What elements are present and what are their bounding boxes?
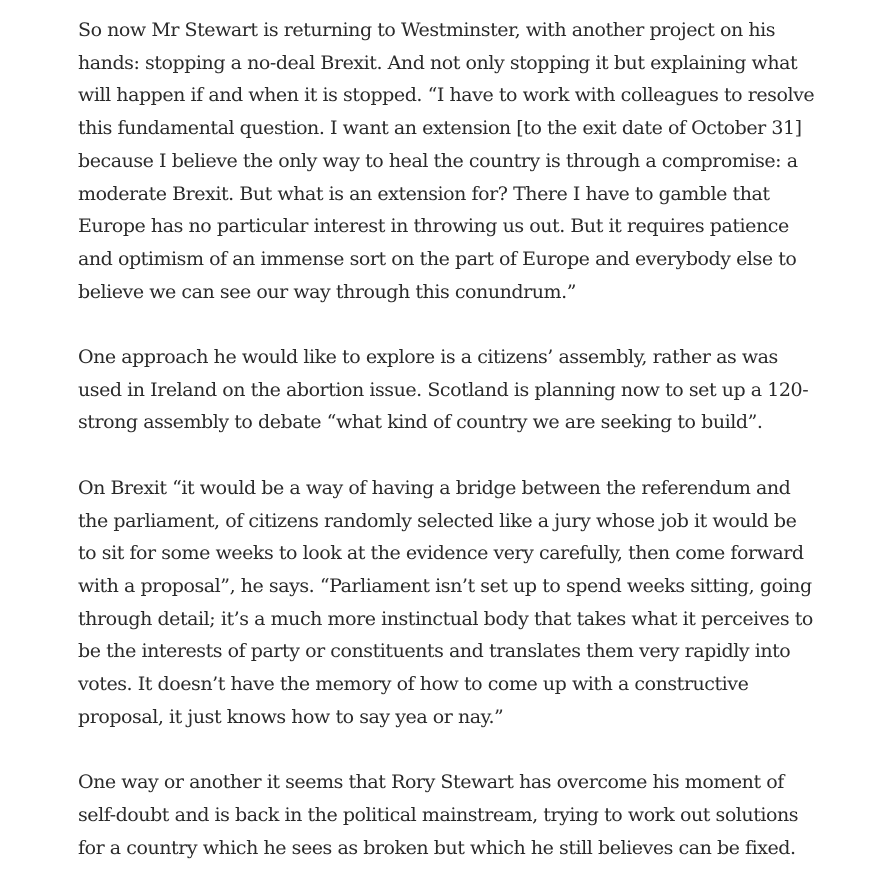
- paragraph-brexit-bridge: On Brexit “it would be a way of having a bridge between the referendum and the parliament, of citizens randomly selected like a jury whose job it would be to sit for some weeks to look at the evidence very carefully, then come forward with a proposal”, he says. “Parliament isn’t set up to spend weeks sitting, going through detail; it’s a much more instinctual body that takes what it perceives to be the interests of party or constituents and translates them very rapidly into votes. It doesn’t have the memory of how to come up with a constructive proposal, it just knows how to say yea or nay.”: [78, 476, 813, 728]
- article-body: [78, 14, 818, 864]
- paragraph-conclusion: One way or another it seems that Rory Stewart has overcome his moment of self-doubt and is back in the political mainstream, trying to work out solutions for a country which he sees as broken but which he still believes can be fixed.: [78, 771, 799, 859]
- paragraph-westminster: So now Mr Stewart is returning to Westminster, with another project on his hands: stopping a no-deal Brexit. And not only stopping it but explaining what will happen if and when it is stopped. “I have to work with colleagues to resolve this fundamental question. I want an extension [to the exit date of October 31] because I believe the only way to heal the country is through a compromise: a moderate Brexit. But what is an extension for? There I have to gamble that Europe has no particular interest in throwing us out. But it requires patience and optimism of an immense sort on the part of Europe and everybody else to believe we can see our way through this conundrum.”: [78, 19, 815, 303]
- paragraph-citizens-assembly: One approach he would like to explore is a citizens’ assembly, rather as was used in Ireland on the abortion issue. Scotland is planning now to set up a 120-strong assembly to debate “what kind of country we are seeking to build”.: [78, 346, 809, 434]
